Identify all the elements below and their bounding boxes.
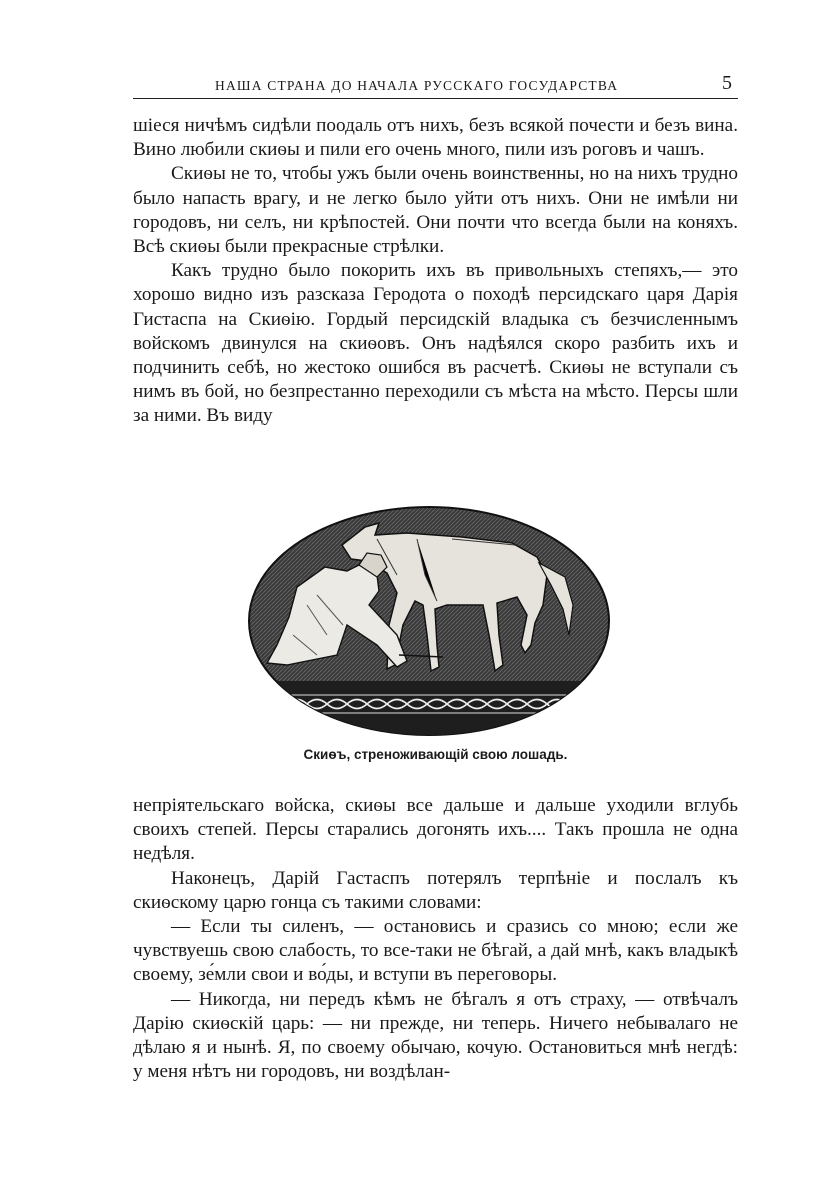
paragraph: непріятельскаго войска, скиѳы все дальше и дальше уходили вглубь своихъ степей. Персы старались догонять ихъ.... Такъ прошла не одна недѣля. bbox=[133, 795, 738, 865]
text-block-top bbox=[133, 114, 738, 429]
paragraph: шіеся ничѣмъ сидѣли поодаль отъ нихъ, безъ всякой почести и безъ вина. Вино любили скиѳы и пили его очень много, пили изъ роговъ и чашъ. bbox=[133, 115, 738, 161]
paragraph: Скиѳы не то, чтобы ужъ были очень воинственны, но на нихъ трудно было напасть врагу, и не легко было уйти отъ нихъ. Они не имѣли ни городовъ, ни селъ, ни крѣпостей. Они почти что всегда были на коняхъ. Всѣ скиѳы были прекрасные стрѣлки. bbox=[133, 163, 738, 258]
figure-caption: Скиѳъ, стреноживающій свою лошадь. bbox=[303, 747, 568, 762]
paragraph: Наконецъ, Дарій Гастаспъ потерялъ терпѣніе и послалъ къ скиѳскому царю гонца съ такими словами: bbox=[133, 867, 738, 913]
paragraph: Какъ трудно было покорить ихъ въ привольныхъ степяхъ,— это хорошо видно изъ разсказа Геродота о походѣ персидскаго царя Дарія Гистаспа на Скиѳію. Гордый персидскій владыка съ безчисленнымъ войскомъ двинулся на скиѳовъ. Онъ надѣялся скоро разбить ихъ и подчинить себѣ, но жестоко ошибся въ расчетѣ. Скиѳы не вступали съ нимъ въ бой, но безпрестанно переходили съ мѣста на мѣсто. Персы шли за ними. Въ виду bbox=[133, 260, 738, 427]
running-header bbox=[133, 74, 738, 99]
dialogue-line: — Никогда, ни передъ кѣмъ не бѣгалъ я отъ страху, — отвѣчалъ Дарію скиѳскій царь: — ни прежде, ни теперь. Ничего небывалаго не дѣлаю я и нынѣ. Я, по своему обычаю, кочую. Остановиться мнѣ негдѣ: у меня нѣтъ ни городовъ, ни воздѣлан- bbox=[133, 988, 738, 1083]
scythian-gem-illustration bbox=[247, 505, 611, 737]
dialogue-line: — Если ты силенъ, — остановись и сразись со мною; если же чувствуешь свою слабость, то все-таки не бѣгай, а дай мнѣ, какъ владыкѣ своему, зе́мли свои и во́ды, и вступи въ переговоры. bbox=[133, 916, 738, 986]
header-title: НАША СТРАНА ДО НАЧАЛА РУССКАГО ГОСУДАРСТВА bbox=[215, 78, 619, 93]
page-number: 5 bbox=[722, 72, 732, 94]
engraving-image bbox=[247, 505, 611, 737]
text-block-bottom bbox=[133, 794, 738, 1084]
